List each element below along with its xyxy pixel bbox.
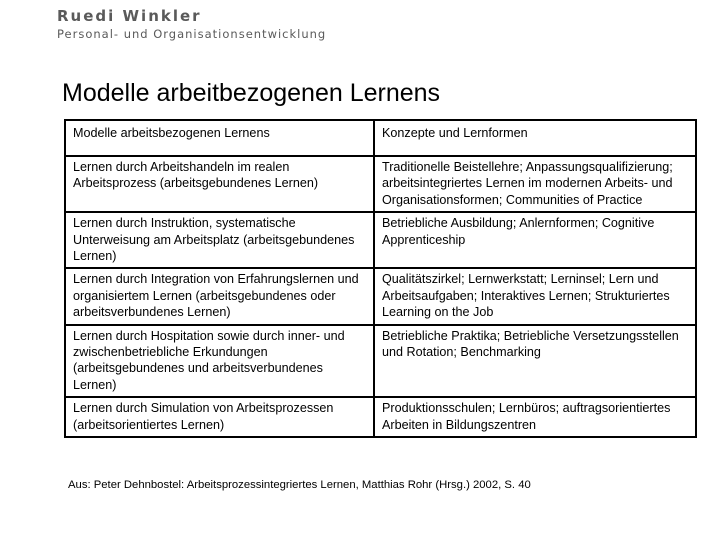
table-row [65,325,696,398]
table-row [65,268,696,324]
column-header-models [65,120,374,156]
model-cell: Lernen durch Arbeitshandeln im realen Arbeitsprozess (arbeitsgebundenes Lernen) [65,156,374,212]
model-cell: Lernen durch Integration von Erfahrungslernen und organisiertem Lernen (arbeitsgebundenes oder arbeitsverbundenes Lernen) [65,268,374,324]
concepts-cell: Betriebliche Praktika; Betriebliche Versetzungsstellen und Rotation; Benchmarking [374,325,696,398]
table-row [65,212,696,268]
concepts-cell: Betriebliche Ausbildung; Anlernformen; Cognitive Apprenticeship [374,212,696,268]
concepts-cell: Traditionelle Beistellehre; Anpassungsqualifizierung; arbeitsintegriertes Lernen im modernen Arbeits- und Organisationsformen; Communities of Practice [374,156,696,212]
table-row [65,156,696,212]
concepts-cell: Produktionsschulen; Lernbüros; auftragsorientiertes Arbeiten in Bildungszentren [374,397,696,437]
concepts-cell: Qualitätszirkel; Lernwerkstatt; Lerninsel; Lern und Arbeitsaufgaben; Interaktives Lernen; Strukturiertes Learning on the Job [374,268,696,324]
page-title: Modelle arbeitbezogenen Lernens [62,79,441,107]
model-cell: Lernen durch Simulation von Arbeitsprozessen (arbeitsorientiertes Lernen) [65,397,374,437]
brand-name: Ruedi Winkler [57,7,202,25]
column-header-models-text: Modelle arbeitsbezogenen Lernens [73,126,270,140]
column-header-concepts [374,120,696,156]
source-citation: Aus: Peter Dehnbostel: Arbeitsprozessintegriertes Lernen, Matthias Rohr (Hrsg.) 2002, S. 40 [68,479,531,491]
table-row [65,397,696,437]
model-cell: Lernen durch Instruktion, systematische Unterweisung am Arbeitsplatz (arbeitsgebundenes Lernen) [65,212,374,268]
model-cell: Lernen durch Hospitation sowie durch inner- und zwischenbetriebliche Erkundungen (arbeitsgebundenes und arbeitsverbundenes Lernen) [65,325,374,398]
brand-subtitle: Personal- und Organisationsentwicklung [57,27,327,41]
column-header-concepts-text: Konzepte und Lernformen [382,126,528,140]
models-table [64,119,697,438]
brand-logo [57,7,326,41]
table-header-row [65,120,696,156]
